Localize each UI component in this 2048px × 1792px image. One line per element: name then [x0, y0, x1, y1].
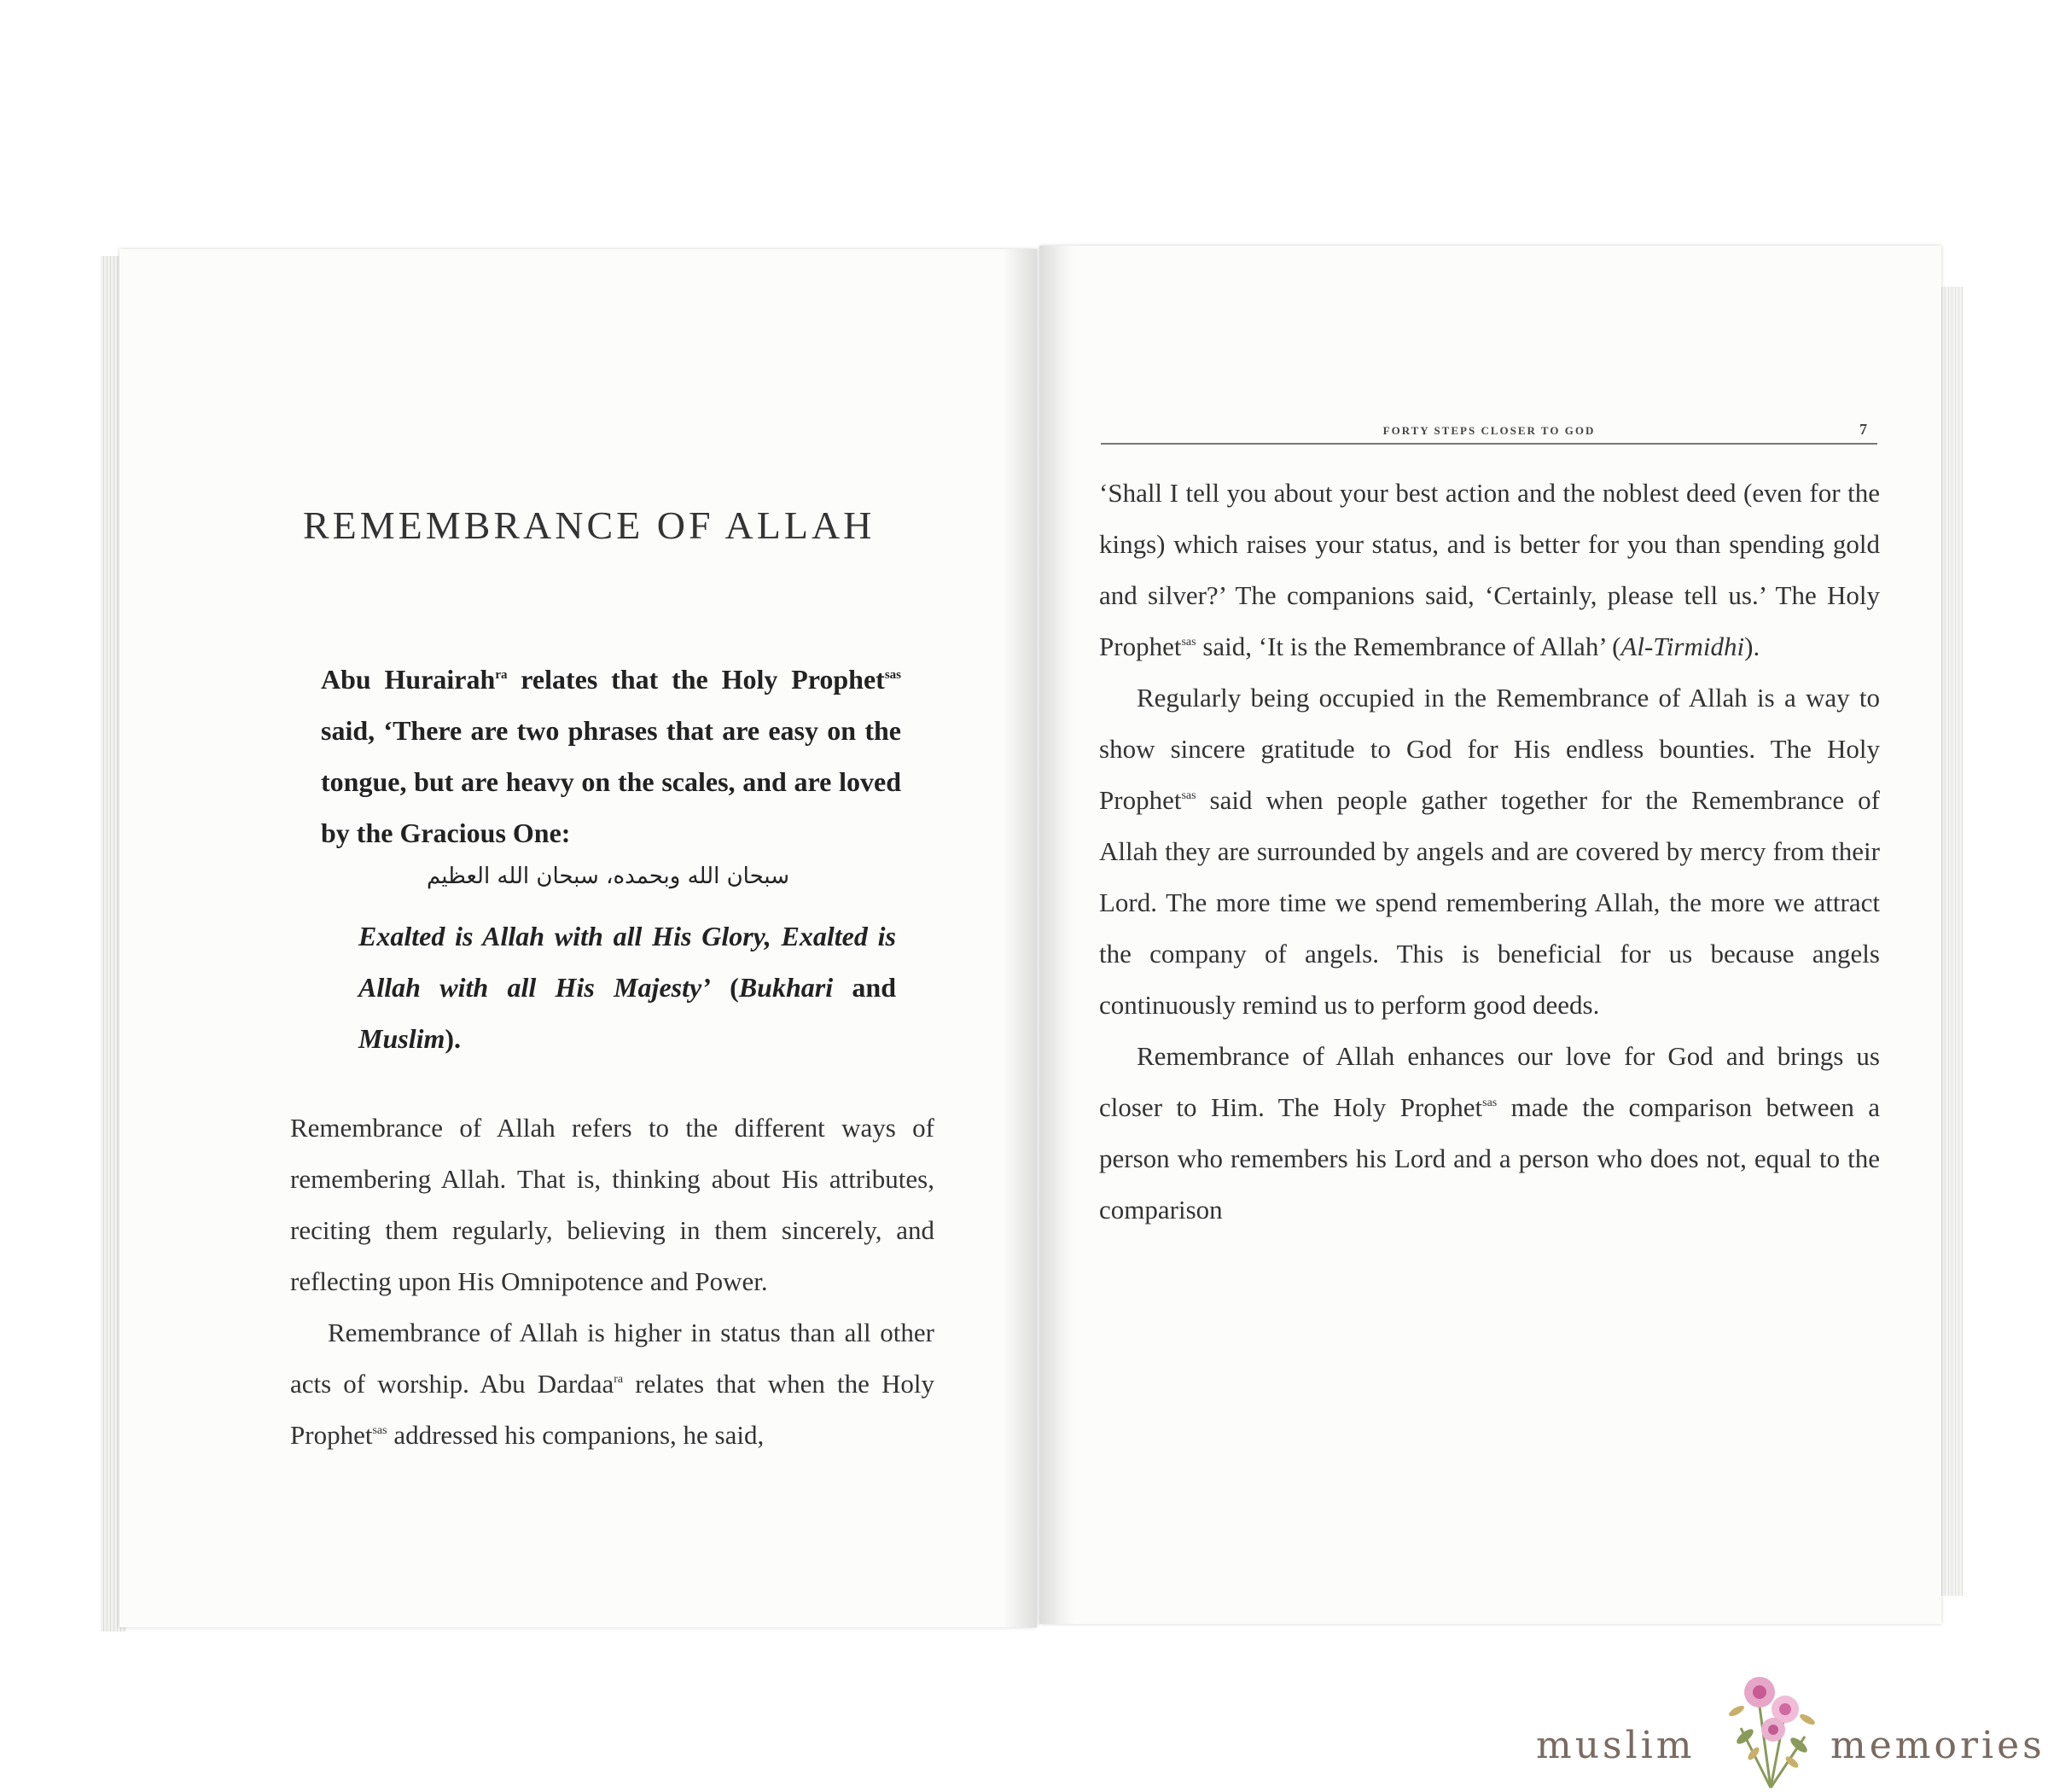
left-page: [119, 249, 1037, 1627]
paragraph: Remembrance of Allah refers to the different ways of remembering Allah. That is, thinking about His attributes, reciting them regularly, believing in them sincerely, and reflecting upon His Omnipotence and Power.: [290, 1113, 934, 1296]
reference-source: Al-Tirmidhi: [1620, 631, 1745, 661]
honorific: sas: [1181, 789, 1196, 802]
hadith-translation: [358, 911, 896, 1064]
paragraph: Remembrance of Allah is higher in status than all other acts of worship. Abu Dardaa$^{ra}$ relates that when the Holy Prophet$^{sas}$ addressed his companions, he said,: [290, 1318, 934, 1450]
honorific: sas: [1482, 1097, 1498, 1109]
arabic-phrase: سبحان الله وبحمده، سبحان الله العظيم: [427, 864, 790, 889]
quote-text: Abu Hurairah: [321, 664, 496, 695]
translation-text: Exalted is Allah with all His Glory, Exalted is Allah with all His Majesty’: [358, 921, 896, 1003]
honorific: sas: [1181, 636, 1196, 649]
running-head-title: FORTY STEPS CLOSER TO GOD: [1382, 424, 1596, 437]
honorific: ra: [495, 668, 508, 682]
paragraph: Remembrance of Allah enhances our love for God and brings us closer to Him. The Holy Prophet$^{sas}$ made the comparison between a person who remembers his Lord and a person who does not, equal to the comparison: [1099, 1041, 1881, 1225]
page-edges-right: [1939, 287, 1963, 1596]
page-number: 7: [1859, 421, 1869, 438]
reference-source: Muslim: [358, 1023, 445, 1054]
chapter-title: REMEMBRANCE OF ALLAH: [303, 503, 876, 547]
logo-word: memories: [1830, 1724, 2045, 1767]
gutter-shadow: [1003, 249, 1037, 1627]
paragraph: Regularly being occupied in the Remembrance of Allah is a way to show sincere gratitude to God for His endless bounties. The Holy Prophet$^{sas}$ said when people gather together for the Remembrance of Allah they are surrounded by angels and are covered by mercy from their Lord. The more time we spend remembering Allah, the more we attract the company of angels. This is beneficial for us because angels continuously remind us to perform good deeds.: [1099, 683, 1880, 1020]
quote-text: said, ‘There are two phrases that are easy on the tongue, but are heavy on the scales, and are loved by the Gracious One:: [321, 715, 901, 848]
reference-source: Bukhari: [738, 972, 834, 1003]
quote-text: relates that the Holy Prophet: [507, 664, 885, 695]
brand-logo: [1536, 1660, 2048, 1792]
gutter-shadow: [1039, 246, 1073, 1624]
paragraph: ‘Shall I tell you about your best action and the noblest deed (even for the kings) which raises your status, and is better for you than spending gold and silver?’ The companions said, ‘Certainly, please tell us.’ The Holy Prophet$^{sas}$ said, ‘It is the Remembrance of Allah’ (Al-Tirmidhi).: [1099, 478, 1880, 661]
right-body-text: [1099, 468, 1880, 1236]
running-head: [1101, 421, 1877, 445]
reference: (Bukhari and Muslim).: [358, 972, 897, 1054]
logo-word: muslim: [1536, 1724, 1696, 1767]
right-page: [1039, 246, 1941, 1624]
honorific: ra: [614, 1373, 624, 1386]
flower-bouquet-icon: [1707, 1660, 1835, 1792]
honorific: sas: [884, 668, 902, 682]
left-body-text: [290, 1103, 934, 1461]
hadith-quote: [321, 654, 901, 858]
honorific: sas: [372, 1424, 387, 1437]
